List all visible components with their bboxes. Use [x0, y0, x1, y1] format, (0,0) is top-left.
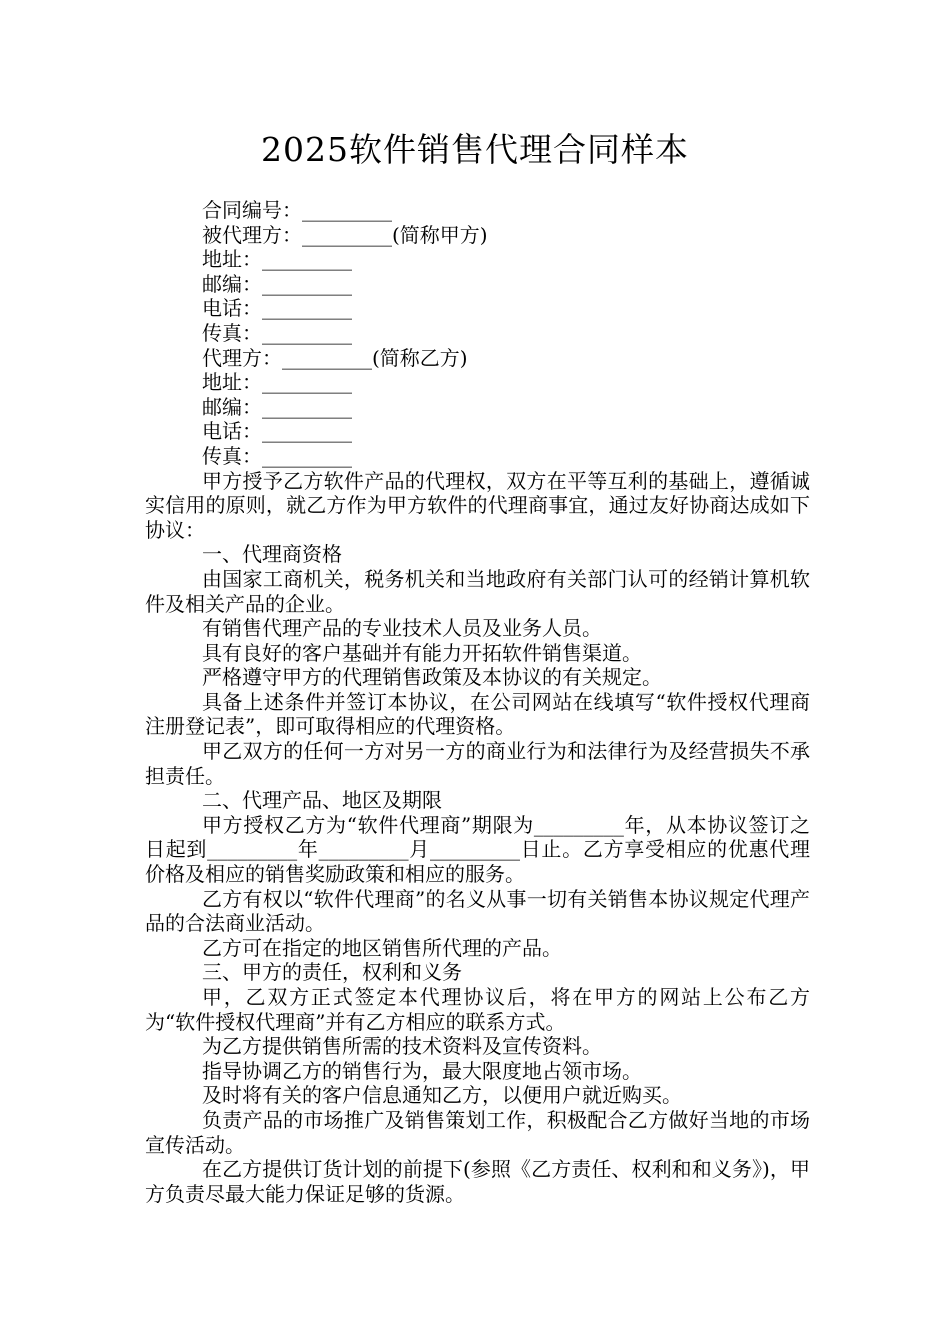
section-heading: 三、甲方的责任，权利和义务	[202, 960, 462, 985]
paragraph: 在乙方提供订货计划的前提下(参照《乙方责任、权利和和义务》)，甲方负责尽最大能力保证足够的货源。	[145, 1157, 810, 1206]
field-party-b-postcode: 邮编：_________	[202, 394, 352, 419]
paragraph: 乙方可在指定的地区销售所代理的产品。	[202, 935, 562, 960]
section-heading: 一、代理商资格	[202, 542, 342, 567]
intro-paragraph: 甲方授予乙方软件产品的代理权，双方在平等互利的基础上，遵循诚实信用的原则，就乙方作为甲方软件的代理商事宜，通过友好协商达成如下协议：	[145, 468, 810, 542]
field-party-a-phone: 电话：_________	[202, 296, 352, 321]
field-party-a-address: 地址：_________	[202, 247, 352, 272]
document-title: 2025软件销售代理合同样本	[261, 130, 689, 169]
paragraph: 甲乙双方的任何一方对另一方的商业行为和法律行为及经营损失不承担责任。	[145, 739, 810, 788]
paragraph: 负责产品的市场推广及销售策划工作，积极配合乙方做好当地的市场宣传活动。	[145, 1107, 810, 1157]
field-party-a-fax: 传真：_________	[202, 320, 352, 345]
field-party-b-name: 代理方：_________(简称乙方)	[202, 345, 468, 370]
paragraph: 甲方授权乙方为“软件代理商”期限为_________年，从本协议签订之日起到_________年_________月_________日止。乙方享受相应的优惠代理价格及相应的销售奖励政策和相应的服务。	[145, 812, 810, 887]
field-party-b-phone: 电话：_________	[202, 419, 352, 444]
field-party-a-name: 被代理方：_________(简称甲方)	[202, 222, 488, 247]
paragraph: 指导协调乙方的销售行为，最大限度地占领市场。	[202, 1058, 642, 1083]
paragraph: 有销售代理产品的专业技术人员及业务人员。	[202, 616, 602, 641]
paragraph: 乙方有权以“软件代理商”的名义从事一切有关销售本协议规定代理产品的合法商业活动。	[145, 886, 810, 936]
field-contract-number: 合同编号：_________	[202, 198, 392, 222]
paragraph: 严格遵守甲方的代理销售政策及本协议的有关规定。	[202, 665, 662, 690]
field-party-a-postcode: 邮编：_________	[202, 271, 352, 296]
paragraph: 具备上述条件并签订本协议，在公司网站在线填写“软件授权代理商注册登记表”，即可取得相应的代理资格。	[145, 689, 810, 739]
document-body	[145, 198, 810, 1206]
field-party-b-fax: 传真：_________	[202, 443, 352, 468]
paragraph: 由国家工商机关，税务机关和当地政府有关部门认可的经销计算机软件及相关产品的企业。	[145, 566, 810, 616]
paragraph: 具有良好的客户基础并有能力开拓软件销售渠道。	[202, 640, 642, 665]
paragraph: 甲，乙双方正式签定本代理协议后，将在甲方的网站上公布乙方为“软件授权代理商”并有乙方相应的联系方式。	[145, 985, 810, 1034]
section-heading: 二、代理产品、地区及期限	[202, 788, 442, 813]
paragraph: 及时将有关的客户信息通知乙方，以便用户就近购买。	[202, 1083, 682, 1108]
field-party-b-address: 地址：_________	[202, 370, 352, 395]
paragraph: 为乙方提供销售所需的技术资料及宣传资料。	[202, 1034, 602, 1059]
